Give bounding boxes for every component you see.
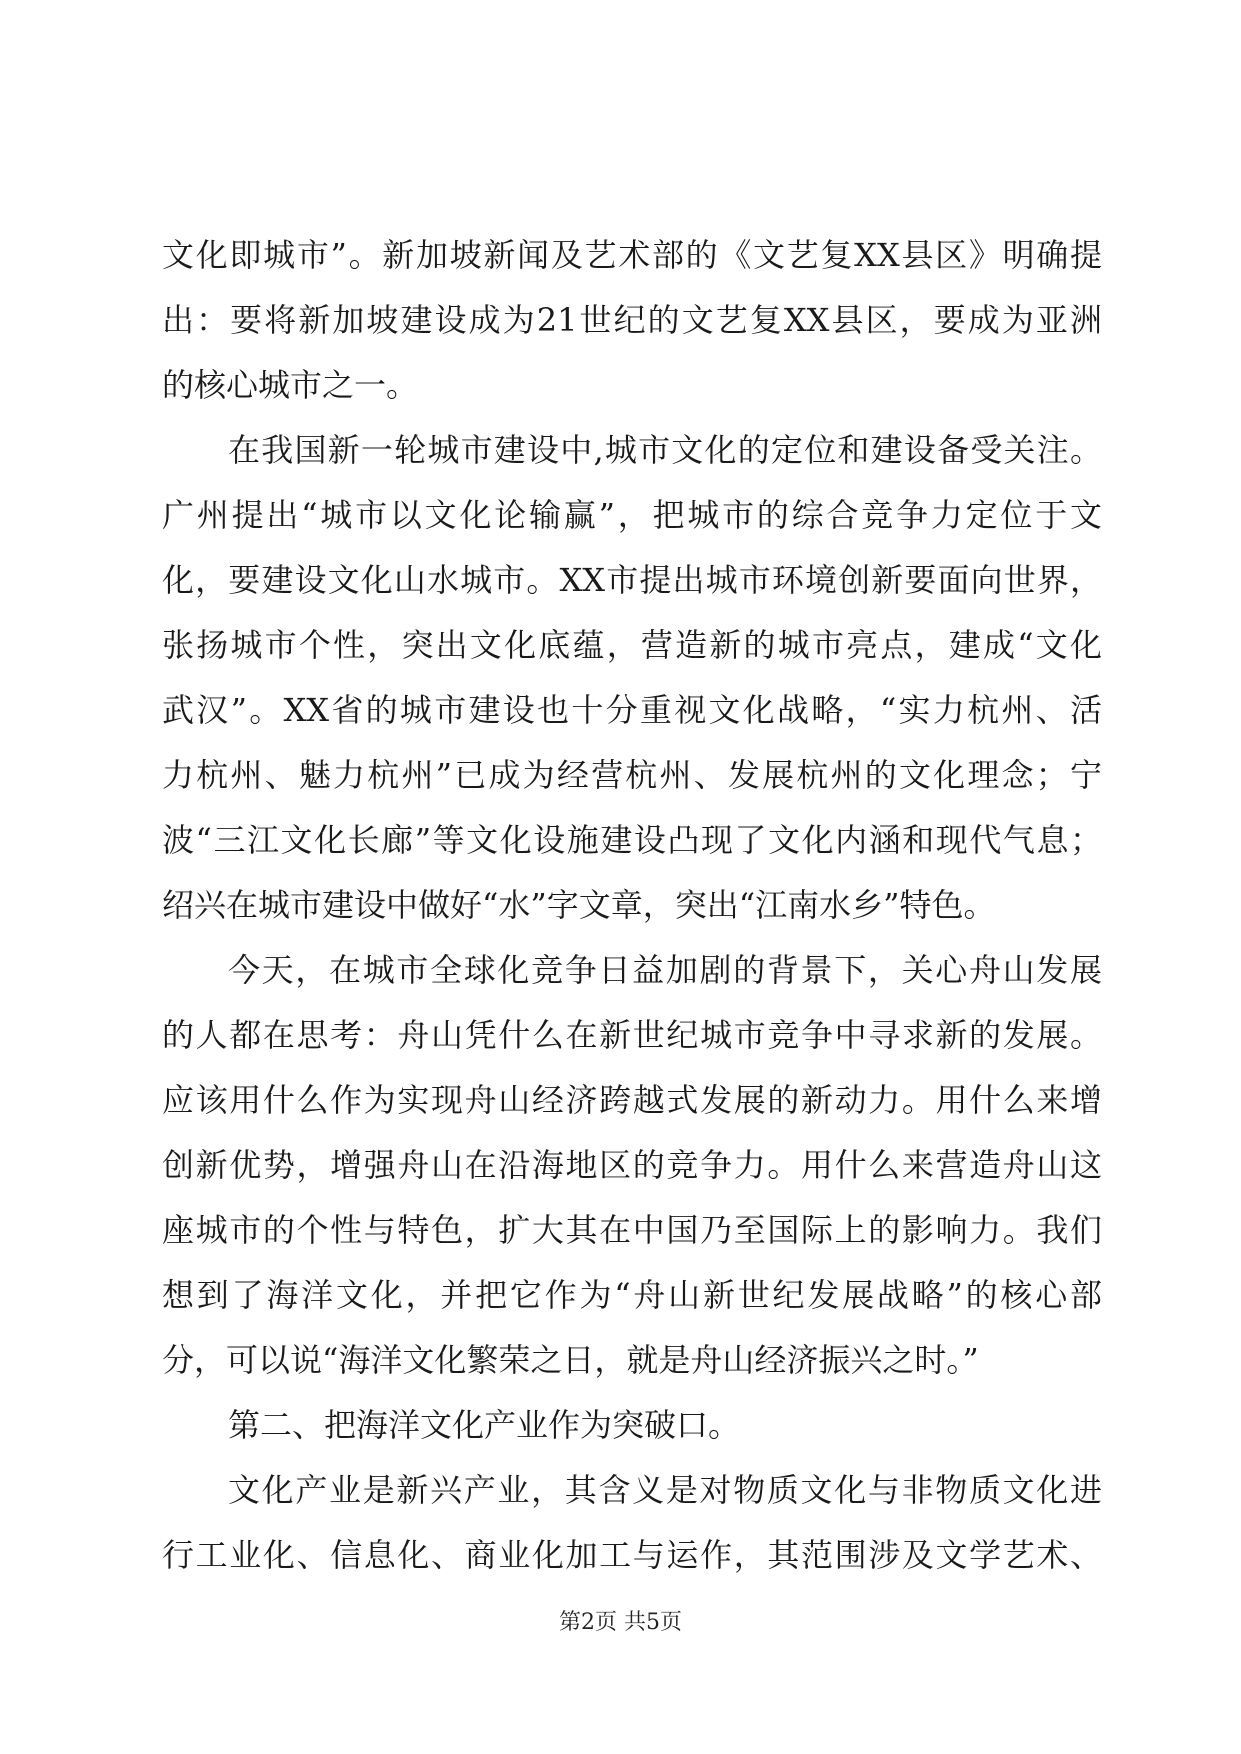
text-line: 座城市的个性与特色，扩大其在中国乃至国际上的影响力。我们 xyxy=(162,1211,1102,1249)
text-line: 力杭州、魅力杭州”已成为经营杭州、发展杭州的文化理念；宁 xyxy=(162,756,1102,794)
text-line: 波“三江文化长廊”等文化设施建设凸现了文化内涵和现代气息； xyxy=(162,821,1102,859)
text-line: 的人都在思考：舟山凭什么在新世纪城市竞争中寻求新的发展。 xyxy=(162,1016,1102,1054)
paragraph-first-line: 在我国新一轮城市建设中,城市文化的定位和建设备受关注。 xyxy=(228,431,1102,469)
page-footer: 第2页 共5页 xyxy=(559,1610,682,1635)
text-line: 广州提出“城市以文化论输赢”，把城市的综合竞争力定位于文 xyxy=(162,496,1102,534)
text-line: 行工业化、信息化、商业化加工与运作，其范围涉及文学艺术、 xyxy=(162,1536,1102,1574)
text-line: 化，要建设文化山水城市。XX市提出城市环境创新要面向世界， xyxy=(162,561,1102,599)
text-line: 分，可以说“海洋文化繁荣之日，就是舟山经济振兴之时。” xyxy=(162,1341,979,1379)
text-line: 出：要将新加坡建设成为21世纪的文艺复XX县区，要成为亚洲 xyxy=(162,301,1102,339)
section-heading: 第二、把海洋文化产业作为突破口。 xyxy=(228,1406,741,1444)
text-line: 想到了海洋文化，并把它作为“舟山新世纪发展战略”的核心部 xyxy=(162,1276,1102,1314)
body-text xyxy=(162,223,1102,1588)
paragraph-first-line: 今天，在城市全球化竞争日益加剧的背景下，关心舟山发展 xyxy=(228,951,1102,989)
text-line: 绍兴在城市建设中做好“水”字文章，突出“江南水乡”特色。 xyxy=(162,886,996,924)
text-line: 武汉”。XX省的城市建设也十分重视文化战略，“实力杭州、活 xyxy=(162,691,1102,729)
text-line: 的核心城市之一。 xyxy=(162,366,419,404)
text-line: 应该用什么作为实现舟山经济跨越式发展的新动力。用什么来增 xyxy=(162,1081,1102,1119)
text-line: 文化即城市”。新加坡新闻及艺术部的《文艺复XX县区》明确提 xyxy=(162,236,1102,274)
text-line: 创新优势，增强舟山在沿海地区的竞争力。用什么来营造舟山这 xyxy=(162,1146,1102,1184)
text-line: 张扬城市个性，突出文化底蕴，营造新的城市亮点，建成“文化 xyxy=(162,626,1102,664)
paragraph-first-line: 文化产业是新兴产业，其含义是对物质文化与非物质文化进 xyxy=(228,1471,1102,1509)
